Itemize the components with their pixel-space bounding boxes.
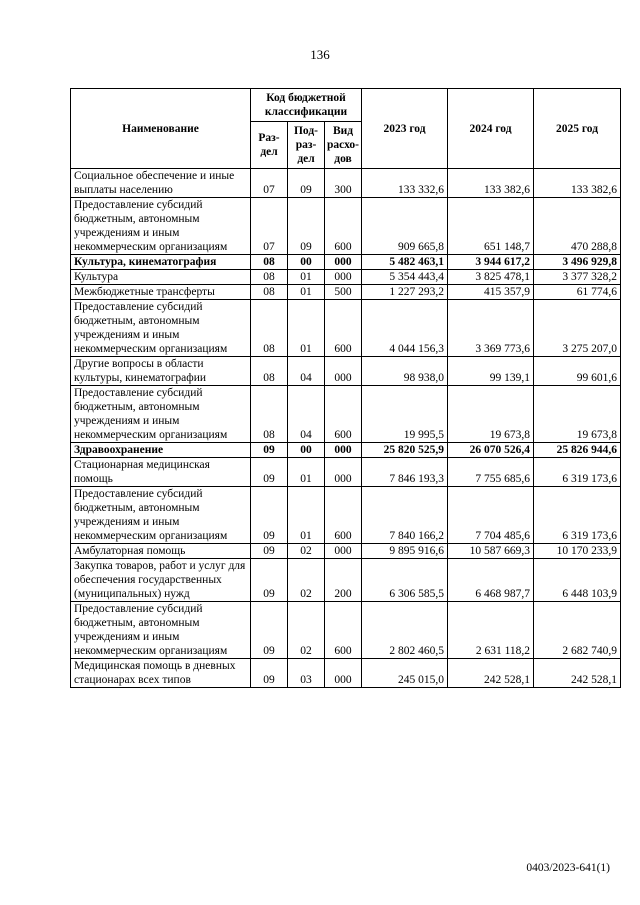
- cell-subsection: 02: [288, 544, 325, 559]
- cell-subsection: 01: [288, 270, 325, 285]
- cell-2023: 7 846 193,3: [362, 458, 448, 487]
- cell-name: Предоставление субсидий бюджетным, автономным учреждениям и иным некоммерческим организациям: [71, 300, 251, 357]
- cell-section: 09: [251, 487, 288, 544]
- cell-name: Медицинская помощь в дневных стационарах всех типов: [71, 659, 251, 688]
- cell-name: Амбулаторная помощь: [71, 544, 251, 559]
- cell-name: Стационарная медицинская помощь: [71, 458, 251, 487]
- cell-2024: 651 148,7: [448, 198, 534, 255]
- table-row: [71, 300, 621, 357]
- cell-section: 09: [251, 659, 288, 688]
- cell-2024: 26 070 526,4: [448, 443, 534, 458]
- cell-2025: 3 275 207,0: [534, 300, 621, 357]
- cell-subsection: 02: [288, 602, 325, 659]
- cell-2024: 133 382,6: [448, 169, 534, 198]
- cell-subsection: 09: [288, 198, 325, 255]
- cell-subsection: 01: [288, 458, 325, 487]
- cell-2024: 6 468 987,7: [448, 559, 534, 602]
- cell-section: 09: [251, 559, 288, 602]
- cell-2024: 2 631 118,2: [448, 602, 534, 659]
- cell-2024: 10 587 669,3: [448, 544, 534, 559]
- budget-table: [70, 88, 621, 688]
- cell-section: 08: [251, 386, 288, 443]
- cell-section: 08: [251, 255, 288, 270]
- cell-2023: 6 306 585,5: [362, 559, 448, 602]
- cell-2025: 3 377 328,2: [534, 270, 621, 285]
- table-row: [71, 602, 621, 659]
- cell-2025: 6 448 103,9: [534, 559, 621, 602]
- cell-name: Культура, кинематография: [71, 255, 251, 270]
- cell-expense-type: 500: [325, 285, 362, 300]
- cell-2023: 98 938,0: [362, 357, 448, 386]
- header-expense-type: Вид расхо-дов: [325, 122, 362, 169]
- cell-section: 08: [251, 285, 288, 300]
- cell-expense-type: 000: [325, 544, 362, 559]
- cell-2023: 5 354 443,4: [362, 270, 448, 285]
- cell-2025: 2 682 740,9: [534, 602, 621, 659]
- cell-2024: 415 357,9: [448, 285, 534, 300]
- cell-subsection: 09: [288, 169, 325, 198]
- cell-name: Социальное обеспечение и иные выплаты населению: [71, 169, 251, 198]
- cell-name: Культура: [71, 270, 251, 285]
- cell-section: 07: [251, 169, 288, 198]
- cell-name: Закупка товаров, работ и услуг для обеспечения государственных (муниципальных) нужд: [71, 559, 251, 602]
- cell-2025: 61 774,6: [534, 285, 621, 300]
- cell-2025: 470 288,8: [534, 198, 621, 255]
- table-row: [71, 198, 621, 255]
- cell-expense-type: 300: [325, 169, 362, 198]
- cell-section: 07: [251, 198, 288, 255]
- cell-expense-type: 200: [325, 559, 362, 602]
- cell-2023: 5 482 463,1: [362, 255, 448, 270]
- header-code-group: Код бюджетной классификации: [251, 89, 362, 122]
- cell-expense-type: 000: [325, 255, 362, 270]
- table-row: [71, 285, 621, 300]
- cell-subsection: 01: [288, 285, 325, 300]
- table-row: [71, 169, 621, 198]
- cell-name: Предоставление субсидий бюджетным, автономным учреждениям и иным некоммерческим организациям: [71, 487, 251, 544]
- table-row: [71, 386, 621, 443]
- table-row: [71, 255, 621, 270]
- table-row: [71, 544, 621, 559]
- header-2023: 2023 год: [362, 89, 448, 169]
- cell-2023: 2 802 460,5: [362, 602, 448, 659]
- header-row-top: [71, 89, 621, 122]
- cell-subsection: 00: [288, 255, 325, 270]
- cell-subsection: 00: [288, 443, 325, 458]
- header-subsection: Под-раз-дел: [288, 122, 325, 169]
- cell-name: Предоставление субсидий бюджетным, автономным учреждениям и иным некоммерческим организациям: [71, 602, 251, 659]
- cell-expense-type: 000: [325, 270, 362, 285]
- cell-2025: 6 319 173,6: [534, 487, 621, 544]
- cell-name: Межбюджетные трансферты: [71, 285, 251, 300]
- cell-expense-type: 600: [325, 602, 362, 659]
- cell-2023: 1 227 293,2: [362, 285, 448, 300]
- cell-2024: 7 755 685,6: [448, 458, 534, 487]
- cell-subsection: 01: [288, 487, 325, 544]
- cell-2024: 3 944 617,2: [448, 255, 534, 270]
- cell-2023: 245 015,0: [362, 659, 448, 688]
- cell-2024: 99 139,1: [448, 357, 534, 386]
- cell-name: Здравоохранение: [71, 443, 251, 458]
- cell-expense-type: 600: [325, 487, 362, 544]
- cell-expense-type: 000: [325, 659, 362, 688]
- cell-name: Предоставление субсидий бюджетным, автономным учреждениям и иным некоммерческим организациям: [71, 386, 251, 443]
- cell-subsection: 01: [288, 300, 325, 357]
- cell-section: 09: [251, 443, 288, 458]
- cell-2024: 3 825 478,1: [448, 270, 534, 285]
- cell-expense-type: 000: [325, 357, 362, 386]
- header-name: Наименование: [71, 89, 251, 169]
- table-row: [71, 458, 621, 487]
- cell-2025: 242 528,1: [534, 659, 621, 688]
- header-2024: 2024 год: [448, 89, 534, 169]
- cell-2023: 19 995,5: [362, 386, 448, 443]
- cell-2024: 7 704 485,6: [448, 487, 534, 544]
- cell-section: 09: [251, 544, 288, 559]
- cell-2025: 99 601,6: [534, 357, 621, 386]
- table-row: [71, 487, 621, 544]
- cell-subsection: 02: [288, 559, 325, 602]
- cell-2025: 25 826 944,6: [534, 443, 621, 458]
- cell-name: Предоставление субсидий бюджетным, автономным учреждениям и иным некоммерческим организациям: [71, 198, 251, 255]
- cell-subsection: 03: [288, 659, 325, 688]
- cell-expense-type: 000: [325, 458, 362, 487]
- table-body: [71, 169, 621, 688]
- table-row: [71, 559, 621, 602]
- cell-2025: 10 170 233,9: [534, 544, 621, 559]
- cell-2023: 4 044 156,3: [362, 300, 448, 357]
- cell-2024: 242 528,1: [448, 659, 534, 688]
- page-number: 136: [310, 47, 330, 62]
- table-row: [71, 659, 621, 688]
- cell-2025: 6 319 173,6: [534, 458, 621, 487]
- cell-expense-type: 600: [325, 300, 362, 357]
- header-2025: 2025 год: [534, 89, 621, 169]
- cell-name: Другие вопросы в области культуры, кинематографии: [71, 357, 251, 386]
- cell-2025: 3 496 929,8: [534, 255, 621, 270]
- cell-section: 08: [251, 357, 288, 386]
- cell-subsection: 04: [288, 357, 325, 386]
- cell-expense-type: 600: [325, 198, 362, 255]
- cell-section: 09: [251, 458, 288, 487]
- cell-2023: 7 840 166,2: [362, 487, 448, 544]
- cell-2025: 133 382,6: [534, 169, 621, 198]
- cell-expense-type: 000: [325, 443, 362, 458]
- table-row: [71, 270, 621, 285]
- cell-section: 08: [251, 270, 288, 285]
- cell-2025: 19 673,8: [534, 386, 621, 443]
- cell-2024: 19 673,8: [448, 386, 534, 443]
- cell-expense-type: 600: [325, 386, 362, 443]
- cell-section: 08: [251, 300, 288, 357]
- table-row: [71, 443, 621, 458]
- cell-section: 09: [251, 602, 288, 659]
- header-section: Раз-дел: [251, 122, 288, 169]
- cell-2023: 133 332,6: [362, 169, 448, 198]
- cell-subsection: 04: [288, 386, 325, 443]
- cell-2023: 9 895 916,6: [362, 544, 448, 559]
- cell-2024: 3 369 773,6: [448, 300, 534, 357]
- cell-2023: 25 820 525,9: [362, 443, 448, 458]
- cell-2023: 909 665,8: [362, 198, 448, 255]
- table-row: [71, 357, 621, 386]
- document-code: 0403/2023-641(1): [526, 862, 610, 874]
